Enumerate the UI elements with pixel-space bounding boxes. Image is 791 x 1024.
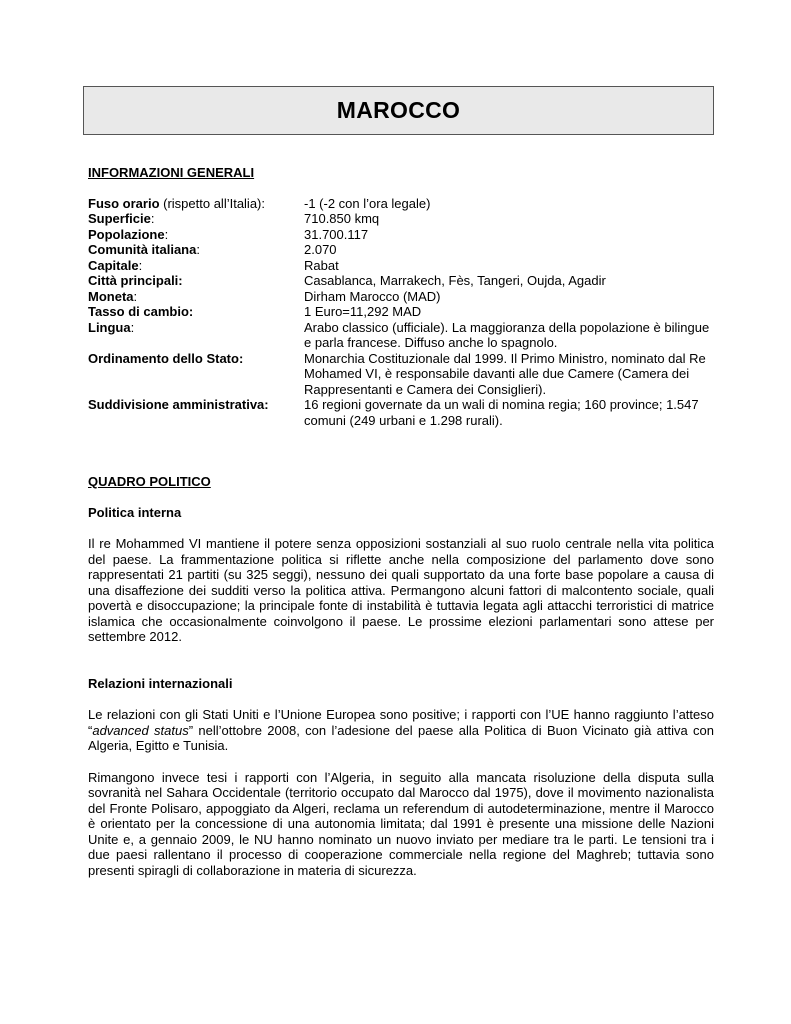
international-relations-heading: Relazioni internazionali bbox=[88, 675, 233, 691]
info-key: Lingua: bbox=[88, 319, 135, 335]
internal-politics-paragraph: Il re Mohammed VI mantiene il potere senza opposizioni sostanziali al suo ruolo centrale nella vita politica del paese. La frammentazione politica si riflette anche nella composizione del parlamento dove sono rappresentati 21 partiti (su 325 seggi), nessuno dei quali supportato da una forte base popolare a causa di una disaffezione dei sudditi verso la politica attiva. Permangono alcuni fattori di malcontento sociale, quali povertà e disoccupazione; la principale fonte di instabilità è tuttavia legata agli attacchi terroristici di matrice islamica che occasionalmente coinvolgono il paese. Le prossime elezioni parlamentari sono attese per settembre 2012. bbox=[88, 536, 714, 644]
info-value: Arabo classico (ufficiale). La maggioranza della popolazione è bilingue e parla francese. Diffuso anche lo spagnolo. bbox=[304, 319, 710, 350]
info-key: Ordinamento dello Stato: bbox=[88, 350, 244, 366]
info-row bbox=[88, 351, 714, 398]
info-value: 31.700.117 bbox=[304, 226, 369, 242]
info-row bbox=[88, 397, 714, 428]
internal-politics-heading: Politica interna bbox=[88, 504, 182, 520]
info-value: Dirham Marocco (MAD) bbox=[304, 288, 441, 304]
info-key: Superficie: bbox=[88, 211, 155, 226]
document-body bbox=[88, 165, 714, 878]
info-row bbox=[88, 304, 714, 320]
info-row bbox=[88, 227, 714, 243]
advanced-status-term: advanced status bbox=[92, 722, 189, 738]
info-value: Rabat bbox=[304, 257, 339, 273]
page-title: MAROCCO bbox=[336, 97, 461, 123]
info-value: 1 Euro=11,292 MAD bbox=[304, 304, 422, 319]
title-box bbox=[83, 86, 714, 135]
info-row bbox=[88, 289, 714, 305]
info-key: Capitale: bbox=[88, 257, 143, 273]
info-row bbox=[88, 273, 714, 289]
general-info-heading: INFORMAZIONI GENERALI bbox=[88, 165, 255, 180]
info-key: Moneta: bbox=[88, 288, 138, 304]
international-relations-paragraph-1: Le relazioni con gli Stati Uniti e l’Unione Europea sono positive; i rapporti con l’UE hanno raggiunto l’atteso “advanced status” nell’ottobre 2008, con l’adesione del paese alla Politica di Buon Vicinato già attiva con Algeria, Egitto e Tunisia. bbox=[88, 707, 714, 753]
international-relations-paragraph-2: Rimangono invece tesi i rapporti con l’Algeria, in seguito alla mancata risoluzione della disputa sulla sovranità nel Sahara Occidentale (territorio occupato dal Marocco dal 1975), dove il movimento nazionalista del Fronte Polisaro, appoggiato da Algeri, reclama un referendum di autodeterminazione, mentre il Marocco è orientato per la concessione di una autonomia limitata; dal 1991 è presente una missione delle Nazioni Unite e, a gennaio 2009, le NU hanno nominato un nuovo inviato per mediare tra le parti. Le tensioni tra i due paesi rallentano il processo di cooperazione commerciale nella regione del Maghreb; tuttavia sono presenti spiragli di collaborazione in materia di sicurezza. bbox=[88, 769, 714, 878]
info-key: Città principali: bbox=[88, 273, 183, 288]
info-key: Tasso di cambio: bbox=[88, 304, 194, 319]
info-value: 16 regioni governate da un wali di nomina regia; 160 province; 1.547 comuni (249 urbani e 1.298 rurali). bbox=[304, 397, 699, 428]
info-row bbox=[88, 196, 714, 212]
general-info-table bbox=[88, 196, 714, 429]
info-value: -1 (-2 con l’ora legale) bbox=[304, 195, 431, 211]
info-row bbox=[88, 258, 714, 274]
info-value: Monarchia Costituzionale dal 1999. Il Primo Ministro, nominato dal Re Mohamed VI, è responsabile davanti alle due Camere (Camera dei Rappresentanti e Camera dei Consiglieri). bbox=[304, 350, 706, 397]
info-key: Comunità italiana: bbox=[88, 242, 200, 257]
info-row bbox=[88, 242, 714, 258]
info-value: Casablanca, Marrakech, Fès, Tangeri, Oujda, Agadir bbox=[304, 273, 606, 288]
info-row bbox=[88, 211, 714, 227]
info-key: Popolazione: bbox=[88, 226, 169, 242]
info-value: 710.850 kmq bbox=[304, 211, 380, 226]
politics-heading: QUADRO POLITICO bbox=[88, 474, 211, 489]
info-key: Fuso orario (rispetto all’Italia): bbox=[88, 195, 265, 211]
info-value: 2.070 bbox=[304, 242, 337, 257]
info-key: Suddivisione amministrativa: bbox=[88, 397, 269, 412]
info-row bbox=[88, 320, 714, 351]
